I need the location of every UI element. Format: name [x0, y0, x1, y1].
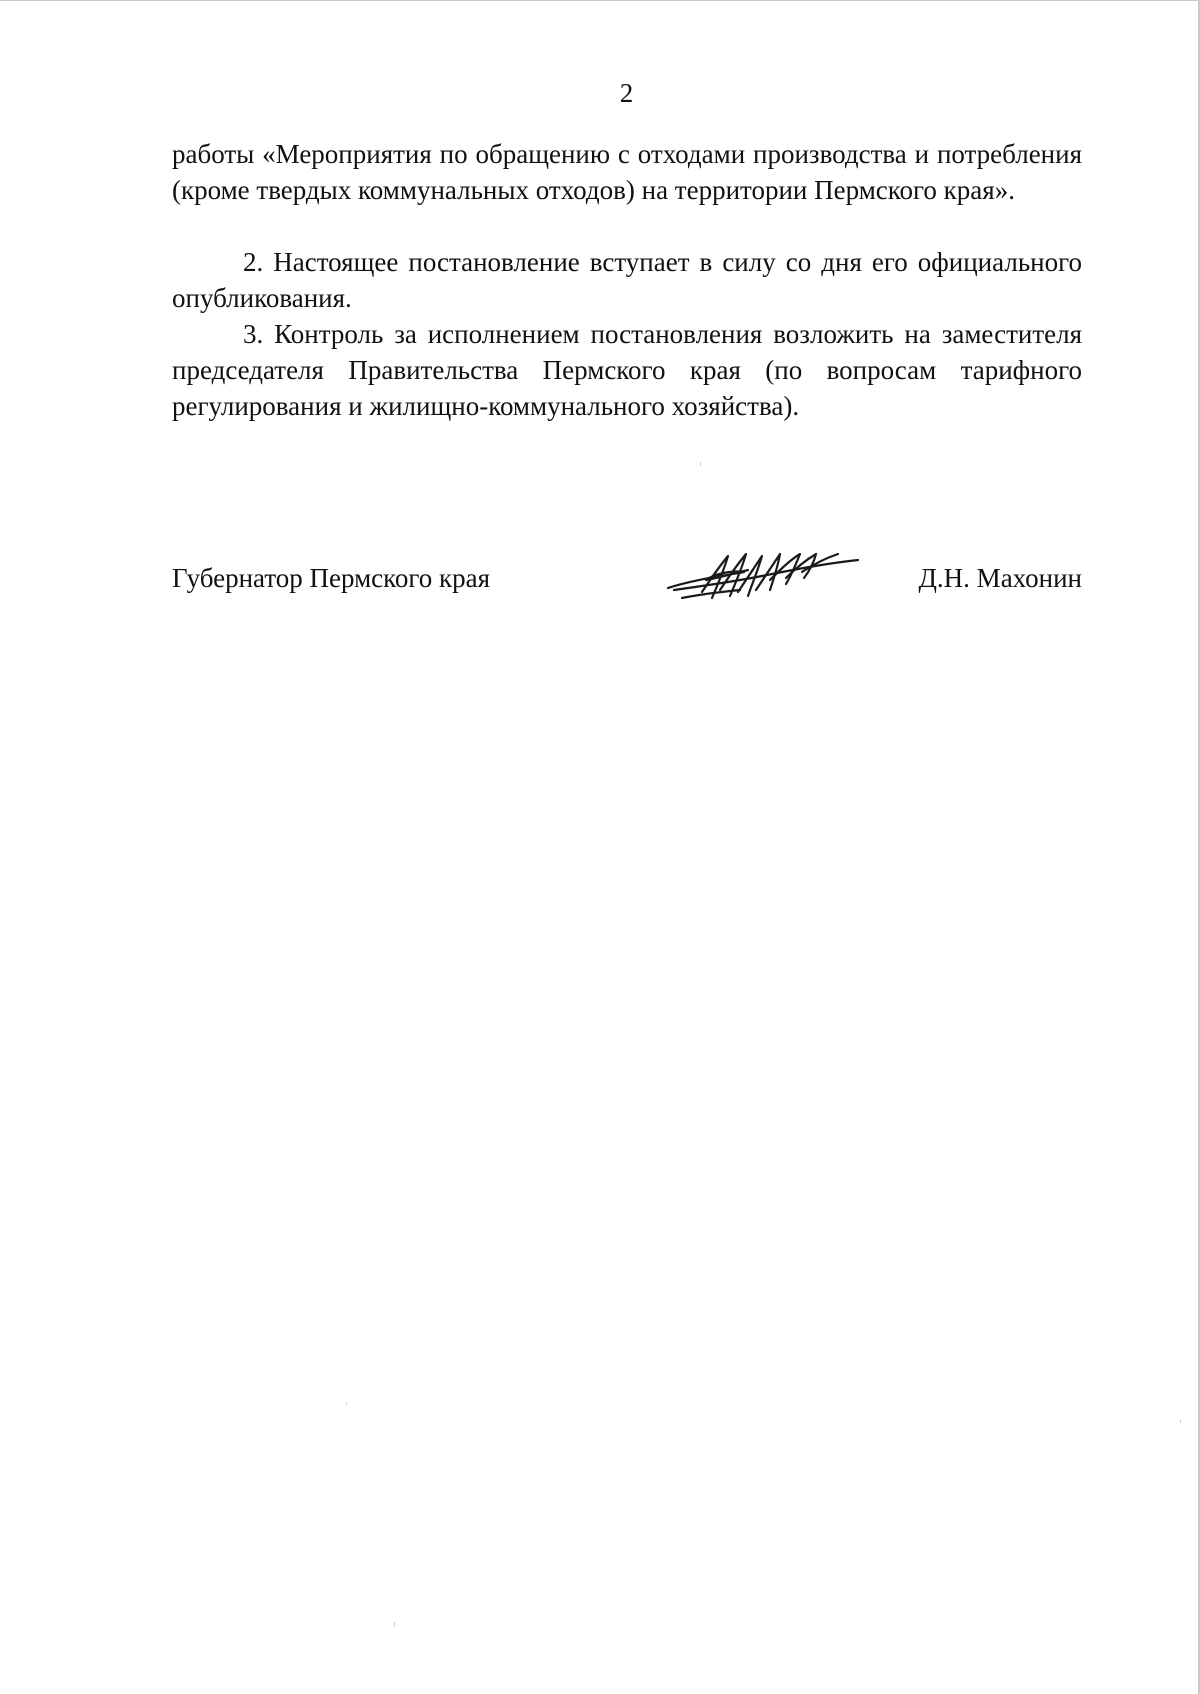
paragraph-text: 3. Контроль за исполнением постановления возложить на заместителя председателя Правительства Пермского края (по вопросам тарифного регулирования и жилищно-коммунального хозяйства).: [172, 319, 1082, 421]
paragraph-item-2: [172, 244, 1082, 316]
scan-dust-mark: [1180, 1420, 1181, 1423]
scan-dust-mark: [394, 1622, 395, 1627]
paragraph-text: работы «Мероприятия по обращению с отходами производства и потребления (кроме твердых коммунальных отходов) на территории Пермского края».: [172, 139, 1082, 205]
scan-dust-mark: [346, 1402, 347, 1405]
scan-dust-mark: [700, 462, 701, 466]
paragraph-text: 2. Настоящее постановление вступает в силу со дня его официального опубликования.: [172, 247, 1082, 313]
paragraph-continuation: [172, 136, 1082, 208]
page-number: 2: [619, 78, 634, 108]
signature-block: [172, 560, 1082, 600]
signer-position: Губернатор Пермского края: [172, 563, 491, 593]
handwritten-signature: [662, 540, 862, 610]
signer-name: Д.Н. Махонин: [918, 563, 1082, 593]
scan-top-line: [0, 0, 1200, 1]
paragraph-item-3: [172, 316, 1082, 424]
